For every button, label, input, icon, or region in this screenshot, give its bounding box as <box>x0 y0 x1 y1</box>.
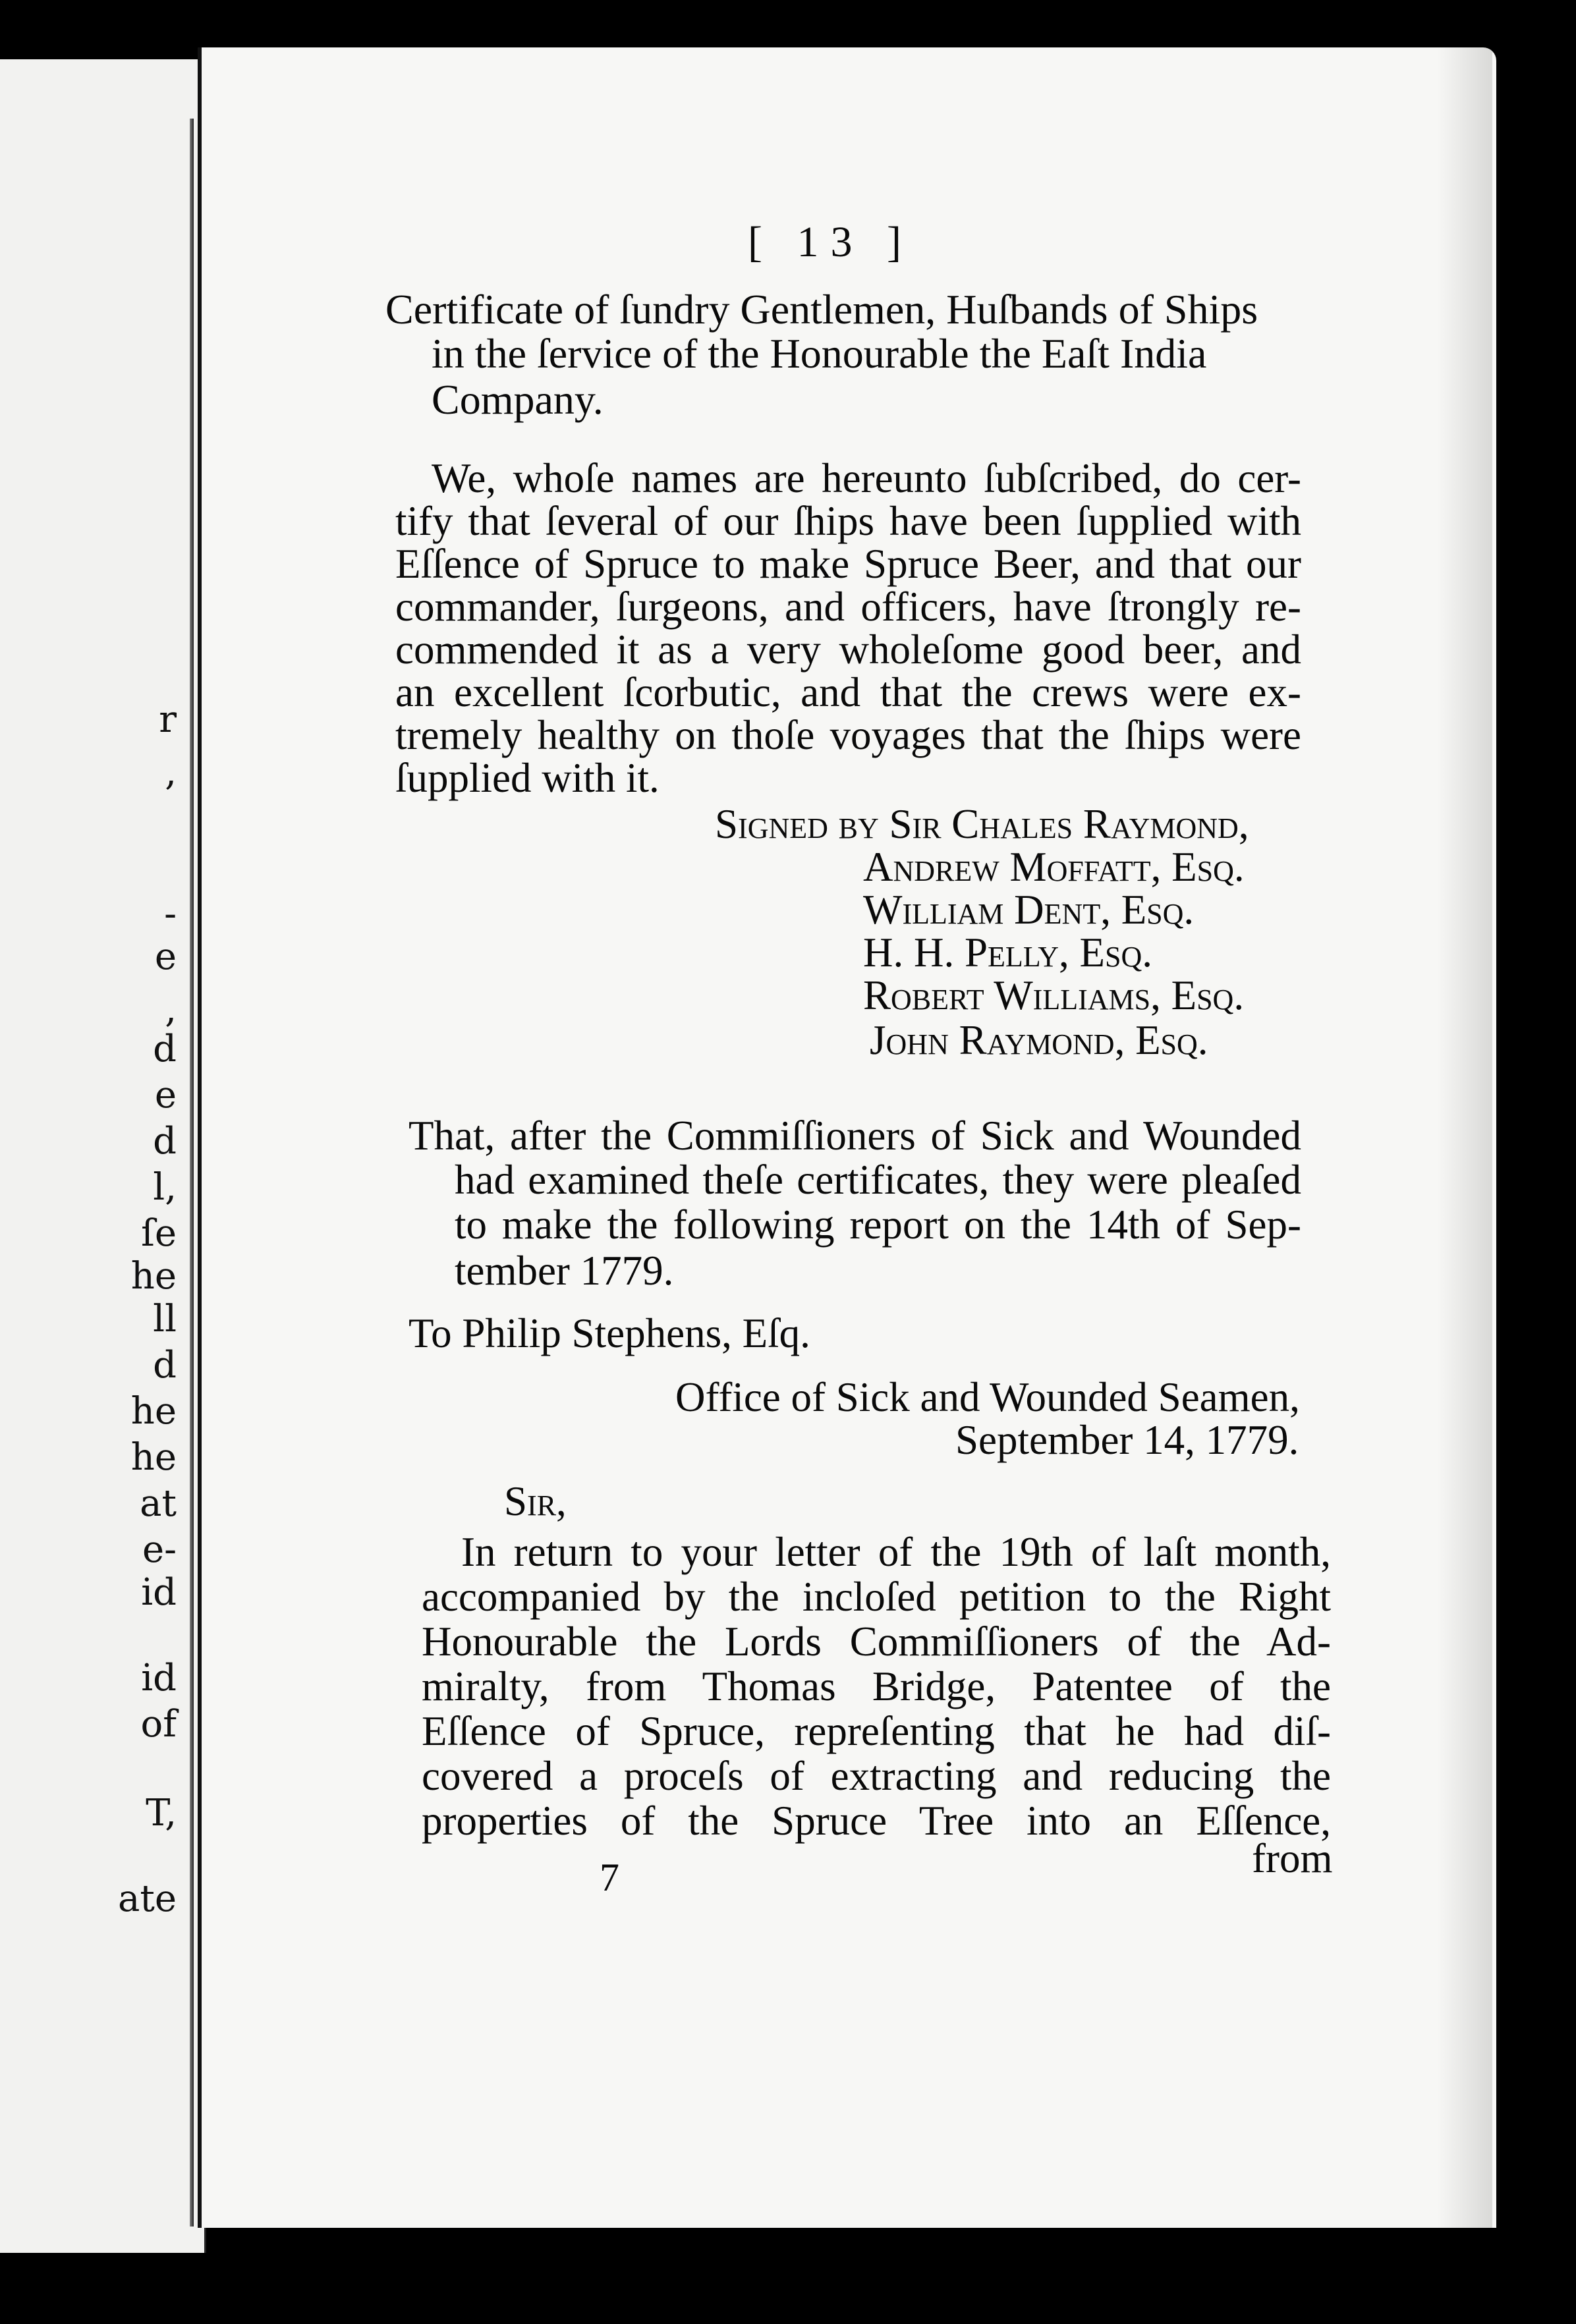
signature-line-3: William Dent, Eſq. <box>863 887 1195 933</box>
edge-fragment: id <box>141 1571 177 1614</box>
signature-line-2: Andrew Moffatt, Eſq. <box>863 844 1245 890</box>
certificate-heading-line-1: Certificate of ſundry Gentlemen, Huſbands of Ships <box>385 286 1258 333</box>
edge-fragment: ſe <box>141 1212 177 1255</box>
edge-fragment: ate <box>117 1877 177 1920</box>
letter-body-line-7: properties of the Spruce Tree into an Eſſence, <box>422 1798 1331 1844</box>
edge-fragment: , <box>165 988 177 1031</box>
certificate-body-line-5: commended it as a very wholeſome good beer, and <box>395 626 1301 673</box>
edge-fragment: r <box>159 698 177 741</box>
signature-line-5: Robert Williams, Eſq. <box>863 972 1245 1018</box>
signature-mark: 7 <box>600 1856 619 1899</box>
narrative-line-2: had examined theſe certificates, they were pleaſed <box>455 1157 1301 1203</box>
letter-office: Office of Sick and Wounded Seamen, <box>675 1374 1300 1420</box>
narrative-line-1: That, after the Commiſſioners of Sick and Wounded <box>408 1113 1301 1159</box>
left-facing-page <box>0 59 206 2253</box>
edge-fragment: d <box>153 1028 177 1070</box>
letter-body-line-2: accompanied by the incloſed petition to the Right <box>422 1574 1331 1620</box>
certificate-body-line-7: tremely healthy on thoſe voyages that the ſhips were <box>395 712 1301 758</box>
edge-fragment: e <box>154 1074 177 1117</box>
letter-body-line-3: Honourable the Lords Commiſſioners of the Ad- <box>422 1618 1331 1665</box>
letter-body-line-1: In return to your letter of the 19th of laſt month, <box>461 1529 1331 1575</box>
narrative-line-4: tember 1779. <box>455 1248 674 1294</box>
certificate-body-line-2: tify that ſeveral of our ſhips have been ſupplied with <box>395 498 1301 544</box>
edge-fragment: l, <box>153 1166 177 1209</box>
catchword: from <box>1252 1835 1333 1881</box>
letter-salutation: Sir, <box>504 1478 567 1524</box>
page-number: [ 13 ] <box>748 218 913 266</box>
left-page-edge-text <box>0 59 191 2253</box>
certificate-body-line-8: ſupplied with it. <box>395 755 660 801</box>
edge-fragment: e <box>154 935 177 978</box>
edge-fragment: of <box>140 1703 177 1746</box>
page-edge-shadow <box>1436 47 1492 2228</box>
certificate-heading-line-3: Company. <box>432 376 604 423</box>
certificate-body-line-3: Eſſence of Spruce to make Spruce Beer, and that our <box>395 541 1301 587</box>
edge-fragment: at <box>140 1482 177 1525</box>
edge-fragment: d <box>153 1120 177 1163</box>
certificate-heading-line-2: in the ſervice of the Honourable the Eaſt India <box>432 330 1207 377</box>
certificate-body-line-6: an excellent ſcorbutic, and that the crews were ex- <box>395 669 1301 715</box>
edge-fragment: he <box>130 1436 177 1479</box>
edge-fragment: - <box>164 893 177 935</box>
edge-fragment: he <box>130 1390 177 1433</box>
signature-line-6: John Raymond, Eſq. <box>870 1017 1208 1063</box>
edge-fragment: he <box>130 1255 177 1298</box>
narrative-line-3: to make the following report on the 14th of Sep- <box>455 1202 1301 1248</box>
letter-addressee: To Philip Stephens, Eſq. <box>408 1310 810 1356</box>
letter-body-line-4: miralty, from Thomas Bridge, Patentee of the <box>422 1663 1331 1709</box>
signature-line-4: H. H. Pelly, Eſq. <box>863 929 1153 976</box>
edge-fragment: T, <box>146 1792 177 1835</box>
edge-fragment: ll <box>153 1298 177 1341</box>
edge-fragment: , <box>165 751 177 794</box>
letter-body-line-5: Eſſence of Spruce, repreſenting that he had diſ- <box>422 1708 1331 1754</box>
certificate-body-line-4: commander, ſurgeons, and officers, have ſtrongly re- <box>395 584 1301 630</box>
edge-fragment: id <box>141 1657 177 1700</box>
book-gutter <box>190 119 194 2227</box>
edge-fragment: d <box>153 1344 177 1387</box>
certificate-body-line-1: We, whoſe names are hereunto ſubſcribed, do cer- <box>432 455 1301 501</box>
edge-fragment: e- <box>142 1528 177 1571</box>
letter-body-line-6: covered a proceſs of extracting and reducing the <box>422 1753 1331 1799</box>
letter-date: September 14, 1779. <box>955 1417 1299 1463</box>
signature-line-1: Signed by Sir Chales Raymond, <box>715 801 1249 847</box>
